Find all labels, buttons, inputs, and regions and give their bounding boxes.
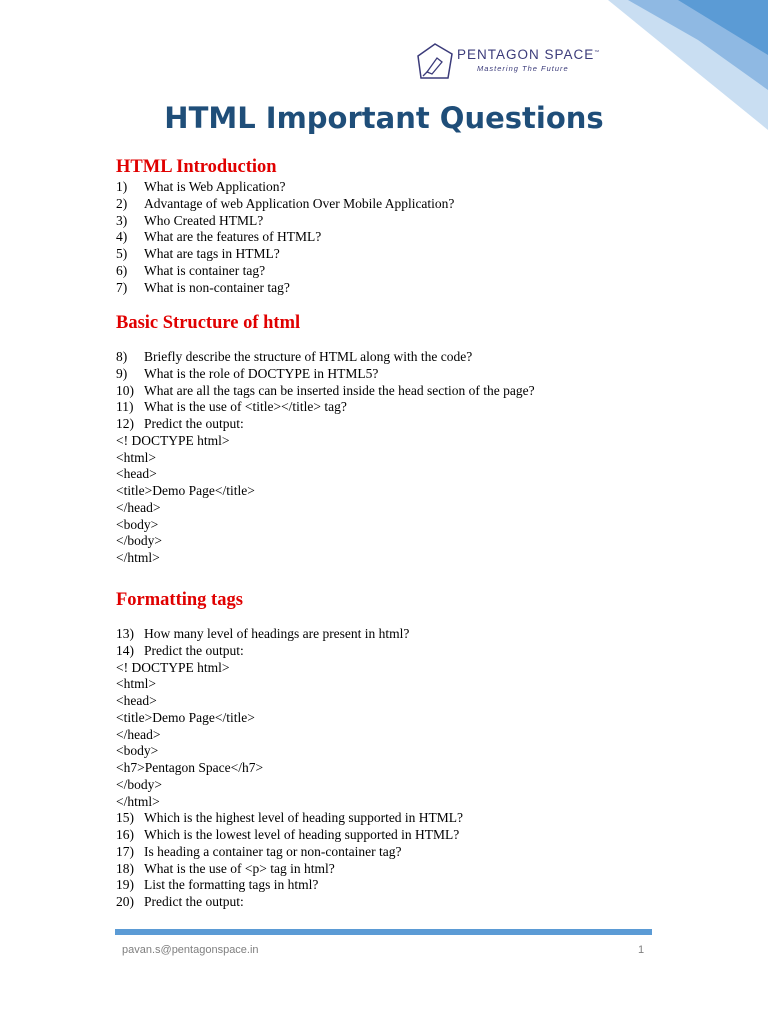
question-number: 6) <box>116 262 128 278</box>
pentagon-space-logo <box>415 42 635 82</box>
code-text: <html> <box>116 449 156 465</box>
code-text: <h7>Pentagon Space</h7> <box>116 760 264 775</box>
question-number: 19) <box>116 877 134 893</box>
code-line <box>116 660 463 677</box>
code-line <box>116 710 463 727</box>
question-item <box>116 626 463 643</box>
question-item <box>116 246 454 263</box>
question-number: 1) <box>116 179 128 194</box>
code-text: <! DOCTYPE html> <box>116 432 230 448</box>
question-number: 13) <box>116 626 134 641</box>
question-number: 10) <box>116 382 134 398</box>
code-line <box>116 466 535 483</box>
section-heading: Basic Structure of html <box>116 313 301 333</box>
question-text: What is Web Application? <box>144 179 286 194</box>
question-text: Who Created HTML? <box>144 212 264 228</box>
question-text: List the formatting tags in html? <box>144 877 319 893</box>
question-number: 20) <box>116 894 134 909</box>
code-line <box>116 693 463 710</box>
code-line <box>116 760 463 777</box>
question-number: 9) <box>116 365 128 381</box>
page-number: 1 <box>638 944 645 956</box>
question-text: Which is the lowest level of heading supported in HTML? <box>144 827 460 842</box>
question-item <box>116 263 454 280</box>
question-text: Predict the output: <box>144 894 244 909</box>
question-text: What is the role of DOCTYPE in HTML5? <box>144 365 379 381</box>
code-text: <title>Demo Page</title> <box>116 483 255 498</box>
code-text: </head> <box>116 726 161 742</box>
question-item <box>116 383 535 400</box>
question-text: How many level of headings are present in html? <box>144 626 410 641</box>
code-text: <head> <box>116 466 157 482</box>
question-item <box>116 213 454 230</box>
footer-email: pavan.s@pentagonspace.in <box>122 944 259 956</box>
section-heading: HTML Introduction <box>116 157 277 177</box>
code-text: <head> <box>116 693 157 708</box>
code-text: </body> <box>116 776 162 792</box>
page-title: HTML Important Questions <box>164 101 604 135</box>
question-item <box>116 827 463 844</box>
question-number: 12) <box>116 416 134 431</box>
footer-divider <box>115 929 652 935</box>
code-line <box>116 550 535 567</box>
question-text: What is the use of <title></title> tag? <box>144 399 347 415</box>
question-text: Predict the output: <box>144 642 244 658</box>
question-text: What are tags in HTML? <box>144 246 280 261</box>
code-line <box>116 743 463 760</box>
section-basic-structure <box>116 311 535 567</box>
question-text: What are all the tags can be inserted inside the head section of the page? <box>144 382 535 398</box>
question-number: 15) <box>116 810 134 826</box>
code-line <box>116 727 463 744</box>
question-text: What is non-container tag? <box>144 279 290 295</box>
question-number: 4) <box>116 229 128 245</box>
question-number: 17) <box>116 843 134 859</box>
question-item <box>116 810 463 827</box>
pentagon-pen-icon <box>415 42 455 82</box>
code-text: <html> <box>116 676 156 692</box>
question-item <box>116 229 454 246</box>
code-line <box>116 517 535 534</box>
code-text: <body> <box>116 516 159 532</box>
question-text: Predict the output: <box>144 416 244 431</box>
code-line <box>116 433 535 450</box>
code-text: </head> <box>116 499 161 515</box>
question-item <box>116 861 463 878</box>
code-line <box>116 533 535 550</box>
code-text: <! DOCTYPE html> <box>116 659 230 675</box>
question-number: 7) <box>116 279 128 295</box>
code-text: </html> <box>116 550 160 565</box>
question-item <box>116 366 535 383</box>
question-number: 11) <box>116 399 134 415</box>
logo-tagline: Mastering The Future <box>477 64 569 73</box>
question-number: 18) <box>116 860 134 876</box>
code-line <box>116 500 535 517</box>
question-number: 16) <box>116 827 134 842</box>
question-item <box>116 399 535 416</box>
question-text: Which is the highest level of heading supported in HTML? <box>144 810 464 826</box>
code-line <box>116 794 463 811</box>
code-line <box>116 450 535 467</box>
code-line <box>116 676 463 693</box>
logo-name: PENTAGON SPACE™ <box>457 47 601 62</box>
question-item <box>116 349 535 366</box>
section-heading: Formatting tags <box>116 590 243 610</box>
question-item <box>116 280 454 297</box>
question-item <box>116 894 463 911</box>
section-html-introduction <box>116 155 454 296</box>
question-number: 14) <box>116 642 134 658</box>
question-item <box>116 844 463 861</box>
section-formatting-tags <box>116 588 463 911</box>
question-number: 8) <box>116 349 128 364</box>
question-item <box>116 179 454 196</box>
question-item <box>116 416 535 433</box>
code-text: <body> <box>116 743 159 759</box>
question-text: Is heading a container tag or non-container tag? <box>144 843 402 859</box>
code-text: <title>Demo Page</title> <box>116 709 255 725</box>
question-number: 5) <box>116 246 128 261</box>
code-text: </body> <box>116 533 162 549</box>
question-text: What are the features of HTML? <box>144 229 322 245</box>
question-text: Briefly describe the structure of HTML along with the code? <box>144 349 473 364</box>
question-number: 2) <box>116 195 128 211</box>
code-text: </html> <box>116 793 160 809</box>
question-text: What is container tag? <box>144 262 266 278</box>
question-item <box>116 196 454 213</box>
question-item <box>116 877 463 894</box>
question-text: Advantage of web Application Over Mobile Application? <box>144 195 455 211</box>
question-number: 3) <box>116 212 128 228</box>
question-item <box>116 643 463 660</box>
code-line <box>116 483 535 500</box>
code-line <box>116 777 463 794</box>
question-text: What is the use of <p> tag in html? <box>144 860 335 876</box>
